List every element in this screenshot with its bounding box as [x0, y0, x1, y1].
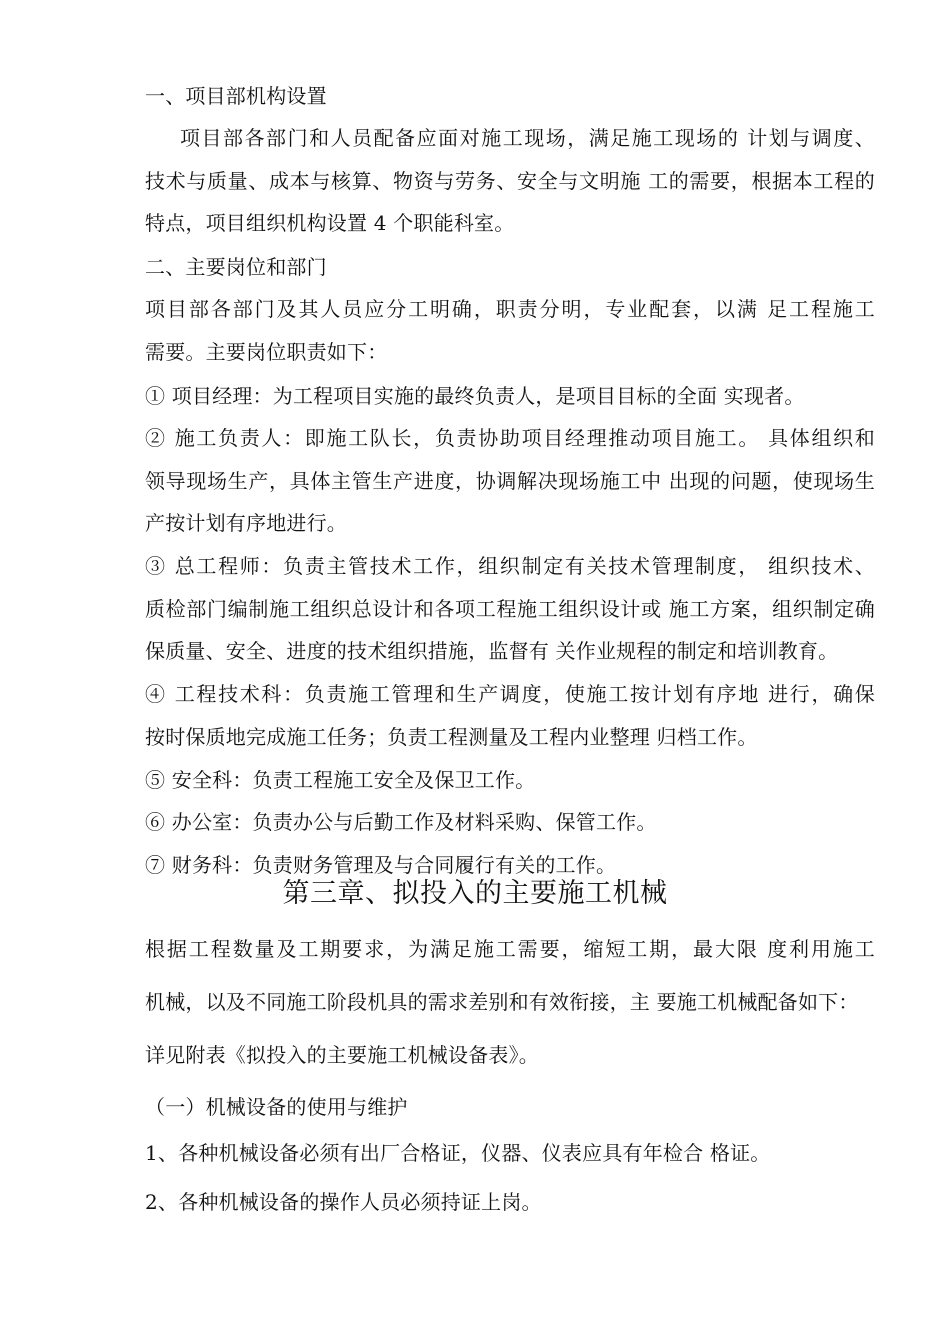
duty-3-line-2: 质检部门编制施工组织总设计和各项工程施工组织设计或 施工方案，组织制定确	[145, 597, 875, 621]
duty-2-line-2: 领导现场生产，具体主管生产进度，协调解决现场施工中 出现的问题，使现场生	[145, 469, 875, 493]
chapter3-para-line-2: 机械，以及不同施工阶段机具的需求差别和有效衔接，主 要施工机械配备如下：	[145, 990, 859, 1014]
section2-heading: 二、主要岗位和部门	[145, 255, 327, 279]
rule-1: 1、各种机械设备必须有出厂合格证，仪器、仪表应具有年检合 格证。	[145, 1141, 771, 1165]
duty-3-line-1: ③ 总工程师：负责主管技术工作，组织制定有关技术管理制度， 组织技术、	[145, 554, 875, 578]
duty-2-line-3: 产按计划有序地进行。	[145, 511, 347, 535]
section1-heading: 一、项目部机构设置	[145, 84, 327, 108]
subsection-1-heading: （一）机械设备的使用与维护	[145, 1095, 408, 1119]
duty-7-line-1: ⑦ 财务科：负责财务管理及与合同履行有关的工作。	[145, 853, 617, 877]
section1-para-line-1: 项目部各部门和人员配备应面对施工现场，满足施工现场的 计划与调度、	[180, 126, 875, 150]
chapter-3-title: 第三章、拟投入的主要施工机械	[282, 878, 668, 909]
section1-para-line-3: 特点，项目组织机构设置 4 个职能科室。	[145, 211, 515, 235]
duty-1-line-1: ① 项目经理：为工程项目实施的最终负责人，是项目目标的全面 实现者。	[145, 384, 805, 408]
section2-para-line-1: 项目部各部门及其人员应分工明确，职责分明，专业配套，以满 足工程施工	[145, 297, 875, 321]
duty-5-line-1: ⑤ 安全科：负责工程施工安全及保卫工作。	[145, 768, 536, 792]
duty-4-line-1: ④ 工程技术科：负责施工管理和生产调度，使施工按计划有序地 进行，确保	[145, 682, 875, 706]
duty-4-line-2: 按时保质地完成施工任务；负责工程测量及工程内业整理 归档工作。	[145, 725, 758, 749]
appendix-note: 详见附表《拟投入的主要施工机械设备表》。	[145, 1043, 539, 1067]
duty-2-line-1: ② 施工负责人：即施工队长，负责协助项目经理推动项目施工。 具体组织和	[145, 426, 875, 450]
rule-2: 2、各种机械设备的操作人员必须持证上岗。	[145, 1190, 542, 1214]
chapter3-para-line-1: 根据工程数量及工期要求，为满足施工需要，缩短工期，最大限 度利用施工	[145, 937, 875, 961]
duty-3-line-3: 保质量、安全、进度的技术组织措施，监督有 关作业规程的制定和培训教育。	[145, 639, 839, 663]
section1-para-line-2: 技术与质量、成本与核算、物资与劳务、安全与文明施 工的需要，根据本工程的	[145, 169, 875, 193]
section2-para-line-2: 需要。主要岗位职责如下：	[145, 340, 388, 364]
duty-6-line-1: ⑥ 办公室：负责办公与后勤工作及材料采购、保管工作。	[145, 810, 657, 834]
